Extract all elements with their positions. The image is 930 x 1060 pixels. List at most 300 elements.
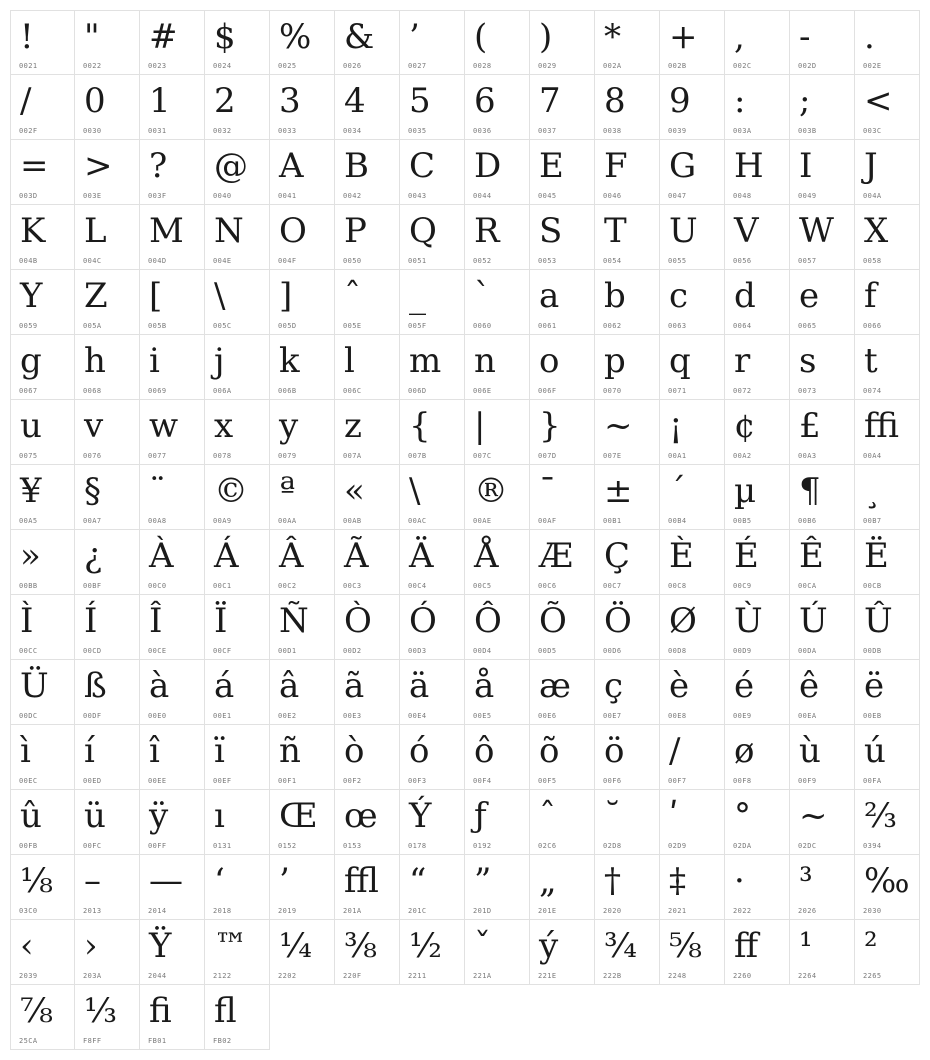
glyph-cell [855, 270, 920, 335]
glyph-char: Ù [734, 601, 763, 641]
glyph-char: Ÿ [149, 926, 172, 966]
glyph-char: õ [539, 731, 560, 771]
glyph-cell [725, 920, 790, 985]
glyph-code: 0076 [83, 452, 102, 460]
glyph-code: 0046 [603, 192, 622, 200]
glyph-char: Ã [344, 536, 369, 576]
glyph-char: / [669, 731, 681, 771]
glyph-cell [140, 660, 205, 725]
glyph-char: H [734, 146, 764, 186]
glyph-code: 2044 [148, 972, 167, 980]
glyph-char: Ç [604, 536, 631, 576]
glyph-code: 201D [473, 907, 492, 915]
glyph-char: ü [84, 796, 106, 836]
glyph-char: D [474, 146, 502, 186]
glyph-cell [400, 725, 465, 790]
glyph-cell [75, 855, 140, 920]
glyph-cell [335, 205, 400, 270]
glyph-char: ‡ [669, 861, 686, 901]
glyph-char: ² [864, 926, 878, 966]
glyph-char: ﬂ [214, 991, 237, 1031]
glyph-cell [205, 920, 270, 985]
glyph-char: î [149, 731, 160, 771]
glyph-char: M [149, 211, 184, 251]
glyph-code: 0063 [668, 322, 687, 330]
glyph-char: X [864, 211, 889, 251]
glyph-code: 2202 [278, 972, 297, 980]
glyph-cell [75, 920, 140, 985]
glyph-cell [205, 855, 270, 920]
glyph-cell [855, 205, 920, 270]
glyph-char: e [799, 276, 820, 316]
glyph-cell [725, 855, 790, 920]
glyph-char: ’ [409, 17, 420, 57]
glyph-cell [10, 465, 75, 530]
glyph-cell [660, 790, 725, 855]
glyph-grid [10, 10, 920, 1050]
glyph-char: l [344, 341, 355, 381]
glyph-code: 007E [603, 452, 622, 460]
glyph-char: s [799, 341, 817, 381]
glyph-cell [465, 400, 530, 465]
glyph-code: 0054 [603, 257, 622, 265]
glyph-cell [595, 725, 660, 790]
glyph-cell [10, 530, 75, 595]
glyph-code: 004E [213, 257, 232, 265]
glyph-char: + [669, 17, 698, 57]
glyph-code: 004B [19, 257, 38, 265]
glyph-cell [855, 920, 920, 985]
glyph-char: Z [84, 276, 108, 316]
glyph-code: 00C2 [278, 582, 297, 590]
glyph-cell [660, 725, 725, 790]
glyph-cell [400, 335, 465, 400]
glyph-char: . [864, 17, 875, 57]
glyph-cell [75, 595, 140, 660]
glyph-char: ﬄ [344, 861, 380, 901]
glyph-char: ( [474, 17, 488, 57]
glyph-cell [465, 595, 530, 660]
glyph-char: Ì [20, 601, 34, 641]
glyph-char: — [149, 861, 183, 901]
glyph-code: 00CF [213, 647, 232, 655]
glyph-char: ¨ [149, 471, 166, 511]
glyph-cell [725, 465, 790, 530]
glyph-char: Å [474, 536, 499, 576]
glyph-cell [530, 205, 595, 270]
glyph-char: ; [799, 81, 811, 121]
glyph-char: ~ [604, 406, 633, 446]
glyph-code: 00A4 [863, 452, 882, 460]
glyph-char: W [799, 211, 834, 251]
glyph-code: 2018 [213, 907, 232, 915]
glyph-char: K [20, 211, 46, 251]
glyph-code: 0078 [213, 452, 232, 460]
glyph-cell [205, 595, 270, 660]
glyph-code: 002B [668, 62, 687, 70]
glyph-cell [75, 660, 140, 725]
glyph-cell [400, 530, 465, 595]
glyph-code: 00D6 [603, 647, 622, 655]
glyph-code: 0131 [213, 842, 232, 850]
glyph-char: o [539, 341, 560, 381]
glyph-char: Ö [604, 601, 632, 641]
glyph-char: 2 [214, 81, 236, 121]
glyph-char: r [734, 341, 751, 381]
glyph-cell [270, 595, 335, 660]
glyph-code: 00C6 [538, 582, 557, 590]
glyph-cell [205, 660, 270, 725]
glyph-char: ˇ [474, 926, 491, 966]
glyph-char: | [474, 406, 486, 446]
glyph-code: 00F8 [733, 777, 752, 785]
glyph-char: ˆ [539, 796, 556, 836]
glyph-code: 2013 [83, 907, 102, 915]
glyph-cell [335, 920, 400, 985]
glyph-code: 0043 [408, 192, 427, 200]
glyph-code: 0032 [213, 127, 232, 135]
glyph-char: ⅞ [20, 991, 53, 1031]
glyph-code: 006E [473, 387, 492, 395]
glyph-code: 00FF [148, 842, 167, 850]
glyph-code: 00F1 [278, 777, 297, 785]
glyph-cell [725, 270, 790, 335]
glyph-cell [530, 855, 595, 920]
glyph-char: [ [149, 276, 163, 316]
glyph-code: 003C [863, 127, 882, 135]
glyph-code: 002A [603, 62, 622, 70]
glyph-code: 003F [148, 192, 167, 200]
glyph-code: 005A [83, 322, 102, 330]
glyph-char: ¿ [84, 536, 103, 576]
glyph-code: 00D1 [278, 647, 297, 655]
glyph-cell [595, 75, 660, 140]
glyph-char: V [734, 211, 759, 251]
glyph-char: N [214, 211, 244, 251]
glyph-code: 006C [343, 387, 362, 395]
glyph-cell [465, 855, 530, 920]
glyph-char: ⅝ [669, 926, 702, 966]
glyph-cell [855, 75, 920, 140]
glyph-code: 0069 [148, 387, 167, 395]
glyph-char: À [149, 536, 174, 576]
glyph-cell [855, 530, 920, 595]
glyph-cell [595, 530, 660, 595]
glyph-code: 00F6 [603, 777, 622, 785]
glyph-cell [205, 985, 270, 1050]
glyph-char: P [344, 211, 367, 251]
glyph-code: 00EA [798, 712, 817, 720]
glyph-cell [400, 660, 465, 725]
glyph-code: 0050 [343, 257, 362, 265]
glyph-cell [400, 205, 465, 270]
glyph-code: 02D8 [603, 842, 622, 850]
glyph-code: 25CA [19, 1037, 38, 1045]
glyph-char: Ô [474, 601, 502, 641]
glyph-char: w [149, 406, 179, 446]
glyph-char: 7 [539, 81, 561, 121]
glyph-char: Õ [539, 601, 567, 641]
glyph-char: œ [344, 796, 378, 836]
glyph-char: ù [799, 731, 821, 771]
glyph-cell [790, 270, 855, 335]
glyph-char: Œ [279, 796, 318, 836]
glyph-cell [205, 75, 270, 140]
glyph-cell [595, 920, 660, 985]
glyph-char: Â [279, 536, 304, 576]
glyph-char: @ [214, 146, 248, 186]
glyph-char: 9 [669, 81, 691, 121]
glyph-char: ä [409, 666, 430, 706]
glyph-char: Ý [409, 796, 432, 836]
glyph-char: g [20, 341, 42, 381]
glyph-code: 0026 [343, 62, 362, 70]
glyph-cell [75, 205, 140, 270]
glyph-char: 6 [474, 81, 496, 121]
glyph-cell [335, 725, 400, 790]
glyph-char: i [149, 341, 160, 381]
glyph-cell [10, 595, 75, 660]
glyph-cell [270, 530, 335, 595]
glyph-char: † [604, 861, 621, 901]
glyph-cell [75, 725, 140, 790]
glyph-cell [75, 140, 140, 205]
glyph-cell [270, 400, 335, 465]
glyph-char: ö [604, 731, 625, 771]
glyph-char: ? [149, 146, 168, 186]
glyph-char: á [214, 666, 235, 706]
glyph-code: 02D9 [668, 842, 687, 850]
glyph-code: 0028 [473, 62, 492, 70]
glyph-code: 003B [798, 127, 817, 135]
glyph-char: ⅛ [20, 861, 53, 901]
glyph-code: 00D4 [473, 647, 492, 655]
glyph-code: 2248 [668, 972, 687, 980]
glyph-code: 00C3 [343, 582, 362, 590]
glyph-cell [75, 335, 140, 400]
glyph-code: 0041 [278, 192, 297, 200]
glyph-cell [790, 465, 855, 530]
glyph-cell [530, 270, 595, 335]
glyph-code: 0042 [343, 192, 362, 200]
glyph-char: Î [149, 601, 163, 641]
glyph-code: 0055 [668, 257, 687, 265]
glyph-code: 2264 [798, 972, 817, 980]
glyph-cell [660, 660, 725, 725]
glyph-char: 4 [344, 81, 366, 121]
glyph-char: Q [409, 211, 437, 251]
glyph-char: ] [279, 276, 293, 316]
glyph-code: 00F3 [408, 777, 427, 785]
glyph-code: 004F [278, 257, 297, 265]
glyph-char: Á [214, 536, 239, 576]
glyph-cell [270, 855, 335, 920]
glyph-code: 00EE [148, 777, 167, 785]
glyph-cell [660, 400, 725, 465]
glyph-char: ı [214, 796, 225, 836]
glyph-cell [595, 400, 660, 465]
glyph-char: Ä [409, 536, 434, 576]
glyph-code: 00FC [83, 842, 102, 850]
glyph-char: à [149, 666, 170, 706]
glyph-char: B [344, 146, 369, 186]
glyph-cell [790, 725, 855, 790]
glyph-char: 5 [409, 81, 431, 121]
glyph-cell [530, 140, 595, 205]
glyph-code: 0068 [83, 387, 102, 395]
glyph-code: 00C0 [148, 582, 167, 590]
glyph-cell [400, 465, 465, 530]
glyph-char: Û [864, 601, 893, 641]
glyph-cell [10, 75, 75, 140]
glyph-code: 0038 [603, 127, 622, 135]
glyph-code: 00F4 [473, 777, 492, 785]
glyph-code: 00CA [798, 582, 817, 590]
glyph-cell [725, 530, 790, 595]
glyph-char: ø [734, 731, 755, 771]
glyph-cell [205, 400, 270, 465]
glyph-code: 00CE [148, 647, 167, 655]
glyph-code: 0024 [213, 62, 232, 70]
glyph-code: 0056 [733, 257, 752, 265]
glyph-code: 0045 [538, 192, 557, 200]
glyph-code: 004C [83, 257, 102, 265]
glyph-code: 00D3 [408, 647, 427, 655]
glyph-cell [790, 530, 855, 595]
glyph-char: Ë [864, 536, 889, 576]
glyph-cell [10, 920, 75, 985]
glyph-code: 201A [343, 907, 362, 915]
glyph-char: Ü [20, 666, 49, 706]
glyph-char: = [20, 146, 49, 186]
glyph-char: å [474, 666, 495, 706]
glyph-cell [75, 790, 140, 855]
glyph-char: « [344, 471, 365, 511]
glyph-cell [400, 270, 465, 335]
glyph-code: 00E7 [603, 712, 622, 720]
glyph-cell [465, 75, 530, 140]
glyph-cell [205, 205, 270, 270]
glyph-cell [205, 335, 270, 400]
glyph-cell [725, 660, 790, 725]
glyph-code: 0048 [733, 192, 752, 200]
glyph-code: 00EB [863, 712, 882, 720]
glyph-char: ‰ [864, 861, 910, 901]
glyph-char: ì [20, 731, 31, 771]
glyph-code: 0034 [343, 127, 362, 135]
glyph-cell [140, 75, 205, 140]
glyph-code: 00DC [19, 712, 38, 720]
glyph-cell [10, 855, 75, 920]
glyph-char: $ [214, 17, 236, 57]
glyph-char: 1 [149, 81, 171, 121]
glyph-cell [660, 855, 725, 920]
glyph-code: 00E8 [668, 712, 687, 720]
glyph-cell [530, 335, 595, 400]
glyph-char: » [20, 536, 41, 576]
glyph-cell [530, 920, 595, 985]
glyph-char: < [864, 81, 893, 121]
glyph-code: 0031 [148, 127, 167, 135]
glyph-cell [400, 140, 465, 205]
glyph-cell [335, 465, 400, 530]
glyph-cell [140, 10, 205, 75]
glyph-cell [790, 205, 855, 270]
glyph-char: ® [474, 471, 508, 511]
glyph-char: £ [799, 406, 821, 446]
glyph-char: Ñ [279, 601, 309, 641]
glyph-code: 0051 [408, 257, 427, 265]
glyph-code: 0192 [473, 842, 492, 850]
glyph-char: f [864, 276, 877, 316]
glyph-cell [660, 140, 725, 205]
glyph-cell [660, 465, 725, 530]
glyph-code: 00B5 [733, 517, 752, 525]
glyph-code: 221E [538, 972, 557, 980]
glyph-code: 2030 [863, 907, 882, 915]
glyph-char: É [734, 536, 759, 576]
glyph-code: 0070 [603, 387, 622, 395]
glyph-char: ý [539, 926, 559, 966]
glyph-char: ⅜ [344, 926, 377, 966]
glyph-char: ~ [799, 796, 828, 836]
glyph-code: 00E1 [213, 712, 232, 720]
glyph-cell [10, 660, 75, 725]
glyph-char: J [864, 146, 878, 186]
glyph-char: Ê [799, 536, 824, 576]
glyph-code: 2021 [668, 907, 687, 915]
glyph-char: ô [474, 731, 495, 771]
glyph-char: G [669, 146, 697, 186]
glyph-cell [270, 790, 335, 855]
glyph-cell [335, 595, 400, 660]
glyph-cell [790, 660, 855, 725]
glyph-cell [270, 335, 335, 400]
glyph-cell [270, 725, 335, 790]
glyph-code: 0074 [863, 387, 882, 395]
glyph-cell [465, 790, 530, 855]
glyph-char: ` [474, 276, 491, 316]
glyph-code: 0152 [278, 842, 297, 850]
glyph-code: 0073 [798, 387, 817, 395]
glyph-code: 0057 [798, 257, 817, 265]
glyph-cell [400, 75, 465, 140]
glyph-cell [855, 10, 920, 75]
glyph-code: 006D [408, 387, 427, 395]
glyph-char: C [409, 146, 436, 186]
glyph-cell [725, 595, 790, 660]
glyph-char: Í [84, 601, 98, 641]
glyph-cell [335, 140, 400, 205]
glyph-cell [205, 270, 270, 335]
glyph-cell [10, 985, 75, 1050]
glyph-code: 005F [408, 322, 427, 330]
glyph-char: : [734, 81, 746, 121]
glyph-code: 0044 [473, 192, 492, 200]
glyph-cell [270, 920, 335, 985]
glyph-char: 3 [279, 81, 301, 121]
glyph-char: Ó [409, 601, 437, 641]
glyph-char: U [669, 211, 698, 251]
glyph-char: ‘ [214, 861, 225, 901]
glyph-cell [790, 920, 855, 985]
glyph-code: 0394 [863, 842, 882, 850]
glyph-cell [595, 10, 660, 75]
glyph-cell [270, 140, 335, 205]
glyph-char: u [20, 406, 42, 446]
glyph-cell [75, 530, 140, 595]
glyph-char: _ [409, 276, 426, 316]
